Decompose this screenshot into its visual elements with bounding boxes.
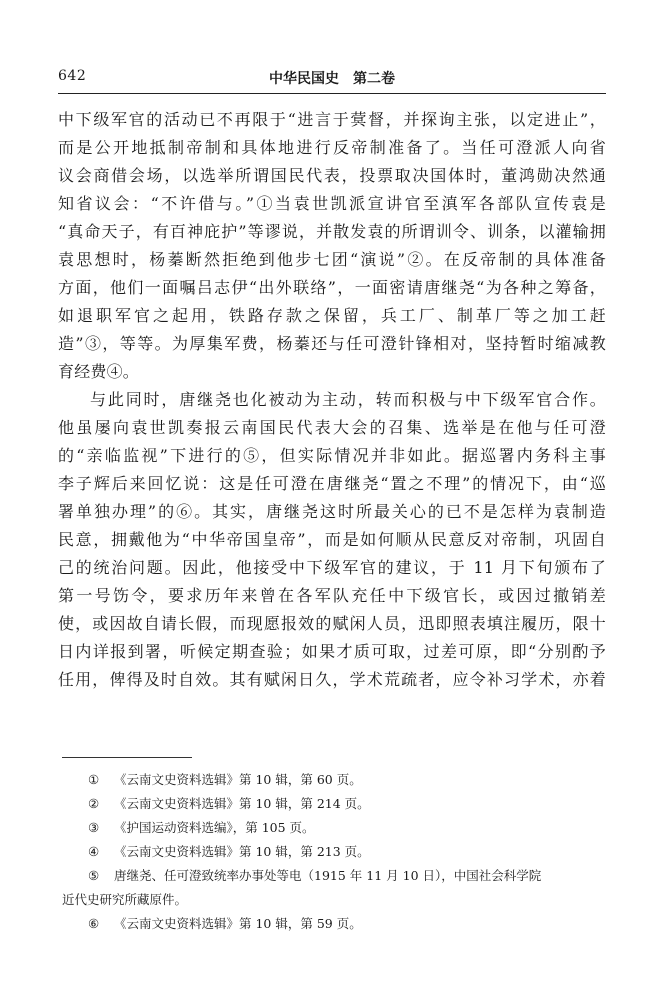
- footnote-mark: ③: [88, 820, 100, 835]
- text-line: 育经费④。: [58, 362, 140, 381]
- text-line: 袁思想时，杨蓁断然拒绝到他步七团“演说”②。在反帝制的具体准备: [58, 250, 606, 269]
- running-title: 中华民国史 第二卷: [269, 71, 395, 87]
- footnote-mark: ④: [88, 844, 100, 859]
- footnote-mark: ⑥: [88, 916, 100, 931]
- text-line: 造”③，等等。为厚集军费，杨蓁还与任可澄针锋相对，坚持暂时缩减教: [58, 334, 606, 353]
- footnote: [62, 912, 606, 936]
- footnote: [62, 840, 606, 864]
- header-rule: [58, 93, 606, 94]
- footnote-continuation: 近代史研究所藏原件。: [62, 892, 188, 907]
- paragraph: [58, 106, 606, 386]
- footnote-mark: ②: [88, 796, 100, 811]
- footnotes: [62, 768, 606, 936]
- text-line: 李子辉后来回忆说：这是任可澄在唐继尧“置之不理”的情况下，由“巡: [58, 474, 606, 493]
- footnote-text: 唐继尧、任可澄致统率办事处等电（1915 年 11 月 10 日），中国社会科学院: [114, 868, 542, 883]
- text-line: 他虽屡向袁世凯奏报云南国民代表大会的召集、选举是在他与任可澄: [58, 418, 606, 437]
- footnote-text: 《云南文史资料选辑》第 10 辑，第 214 页。: [114, 796, 370, 811]
- footnote-text: 《护国运动资料选编》，第 105 页。: [114, 820, 315, 835]
- text-line: 日内详报到署，听候定期查验；如果才质可取，过差可原，即“分别酌予: [58, 642, 606, 661]
- text-line: 使，或因故自请长假，而现愿报效的赋闲人员，迅即照表填注履历，限十: [58, 614, 606, 633]
- text-line: “真命天子，有百神庇护”等谬说，并散发袁的所谓训令、训条，以灌输拥: [58, 222, 606, 241]
- text-line: 中下级军官的活动已不再限于“进言于蓂督，并探询主张，以定进止”，: [58, 110, 606, 129]
- text-line: 与此同时，唐继尧也化被动为主动，转而积极与中下级军官合作。: [90, 390, 606, 409]
- body-text: [58, 106, 606, 694]
- footnote-mark: ⑤: [88, 868, 100, 883]
- footnote: [62, 768, 606, 792]
- footnote: [62, 864, 606, 888]
- footnote: [62, 792, 606, 816]
- text-line: 的“亲临监视”下进行的⑤，但实际情况并非如此。据巡署内务科主事: [58, 446, 606, 465]
- page-header: [58, 68, 606, 92]
- text-line: 己的统治问题。因此，他接受中下级军官的建议，于 11 月下旬颁布了: [58, 558, 606, 577]
- text-line: 第一号饬令，要求历年来曾在各军队充任中下级官长，或因过撤销差: [58, 586, 606, 605]
- text-line: 任用，俾得及时自效。其有赋闲日久，学术荒疏者，应令补习学术，亦着: [58, 670, 606, 689]
- footnote-mark: ①: [88, 772, 100, 787]
- footnote-text: 《云南文史资料选辑》第 10 辑，第 60 页。: [114, 772, 362, 787]
- text-line: 如退职军官之起用，铁路存款之保留，兵工厂、制革厂等之加工赶: [58, 306, 606, 325]
- footnote-text: 《云南文史资料选辑》第 10 辑，第 59 页。: [114, 916, 362, 931]
- page-number: 642: [58, 68, 87, 84]
- footnote-text: 《云南文史资料选辑》第 10 辑，第 213 页。: [114, 844, 370, 859]
- text-line: 知省议会：“不许借与。”①当袁世凯派宣讲官至滇军各部队宣传袁是: [58, 194, 606, 213]
- text-line: 而是公开地抵制帝制和具体地进行反帝制准备了。当任可澄派人向省: [58, 138, 606, 157]
- text-line: 议会商借会场，以选举所谓国民代表，投票取决国体时，董鸿勋决然通: [58, 166, 606, 185]
- footnote: [62, 816, 606, 840]
- text-line: 民意，拥戴他为“中华帝国皇帝”，而是如何顺从民意反对帝制，巩固自: [58, 530, 606, 549]
- footnote-rule: [62, 757, 192, 758]
- text-line: 署单独办理”的⑥。其实，唐继尧这时所最关心的已不是怎样为袁制造: [58, 502, 606, 521]
- paragraph: [58, 386, 606, 694]
- text-line: 方面，他们一面嘱吕志伊“出外联络”，一面密请唐继尧“为各种之筹备，: [58, 278, 606, 297]
